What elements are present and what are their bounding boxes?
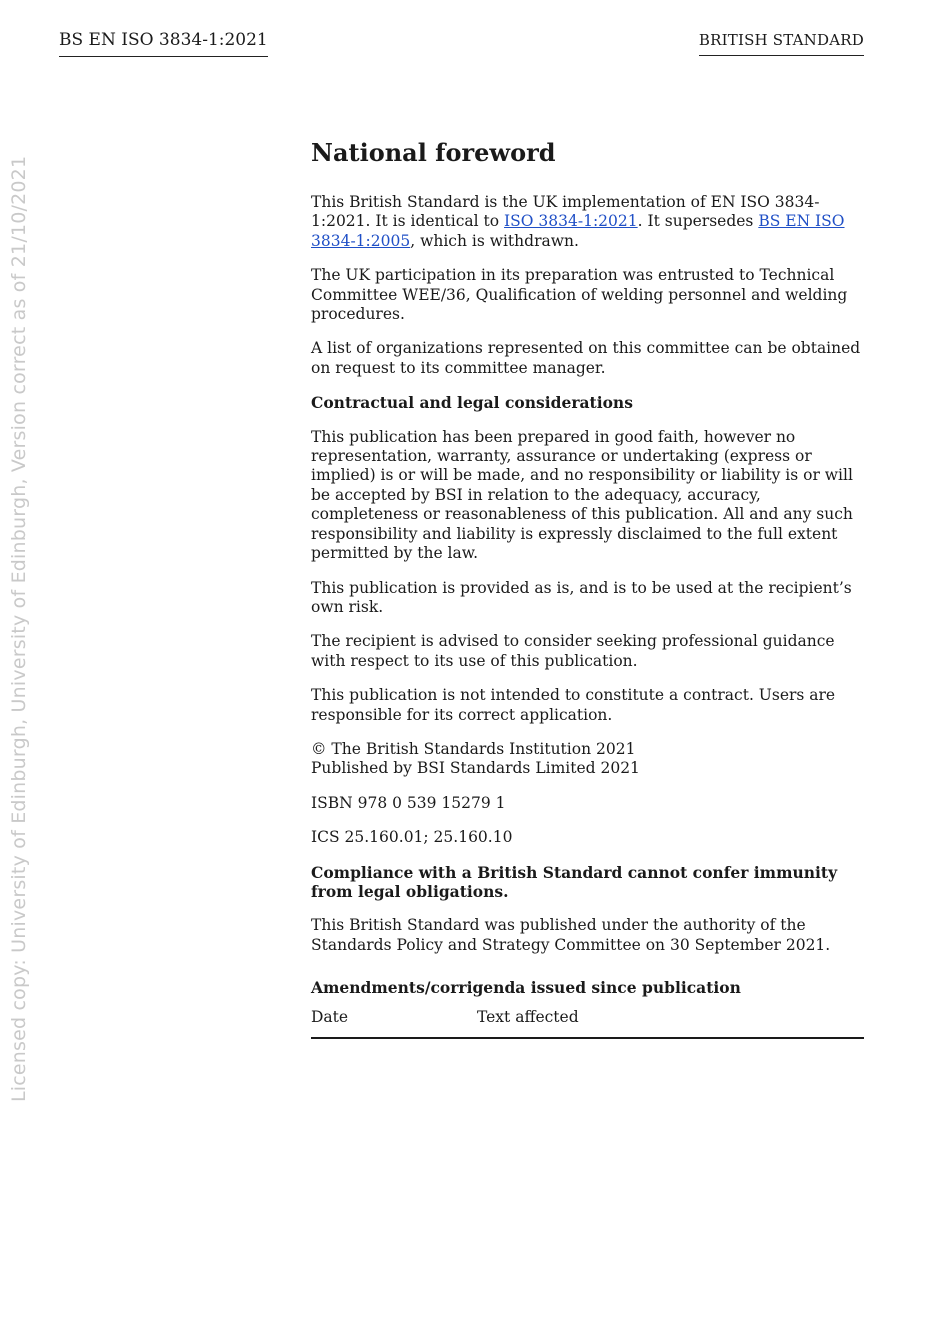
authority-paragraph: This British Standard was published under the authority of the Standards Policy and Strategy Committee on 30 September 2021. [311, 916, 831, 954]
standard-label: BRITISH STANDARD [699, 31, 864, 56]
copyright-line: © The British Standards Institution 2021 [311, 739, 636, 758]
copyright-block [311, 740, 864, 779]
amendments-heading: Amendments/corrigenda issued since publication [311, 978, 741, 998]
isbn: ISBN 978 0 539 15279 1 [311, 793, 506, 812]
column-date: Date [311, 1008, 477, 1038]
page-title: National foreword [311, 138, 556, 167]
foreword-content [311, 138, 864, 1039]
publisher-line: Published by BSI Standards Limited 2021 [311, 759, 640, 778]
intro-text-1: This British Standard is the UK implementation of EN ISO 3834-1:2021. It is identical to [311, 193, 820, 231]
document-id: BS EN ISO 3834-1:2021 [59, 30, 268, 57]
column-text-affected: Text affected [477, 1008, 864, 1038]
contract-paragraph: This publication is not intended to constitute a contract. Users are responsible for its correct application. [311, 686, 836, 724]
committee-paragraph: The UK participation in its preparation was entrusted to Technical Committee WEE/36, Qualification of welding personnel and welding procedures. [311, 266, 848, 324]
amendments-table [311, 1008, 864, 1039]
compliance-notice: Compliance with a British Standard cannot confer immunity from legal obligations. [311, 862, 838, 901]
license-watermark: Licensed copy: University of Edinburgh, University of Edinburgh, Version correct as of 21/10/2021 [8, 155, 30, 1102]
risk-paragraph: This publication is provided as is, and is to be used at the recipient’s own risk. [311, 578, 852, 616]
contractual-heading: Contractual and legal considerations [311, 393, 633, 413]
superseded-standard-link[interactable]: BS EN ISO 3834-1:2005 [311, 212, 845, 250]
intro-paragraph [311, 193, 864, 251]
ics: ICS 25.160.01; 25.160.10 [311, 828, 513, 847]
intro-text-3: , which is withdrawn. [410, 231, 579, 250]
amendments-header-row [311, 1008, 864, 1038]
iso-standard-link[interactable]: ISO 3834-1:2021 [504, 212, 638, 231]
guidance-paragraph: The recipient is advised to consider seeking professional guidance with respect to its use of this publication. [311, 632, 835, 670]
good-faith-paragraph: This publication has been prepared in good faith, however no representation, warranty, assurance or undertaking (express or implied) is or will be made, and no responsibility or liability is or will be accepted by BSI in relation to the adequacy, accuracy, completeness or reasonableness of this publication. All and any such responsibility and liability is expressly disclaimed to the full extent permitted by the law. [311, 427, 853, 563]
organizations-paragraph: A list of organizations represented on this committee can be obtained on request to its committee manager. [311, 339, 861, 377]
intro-text-2: . It supersedes [637, 212, 759, 231]
